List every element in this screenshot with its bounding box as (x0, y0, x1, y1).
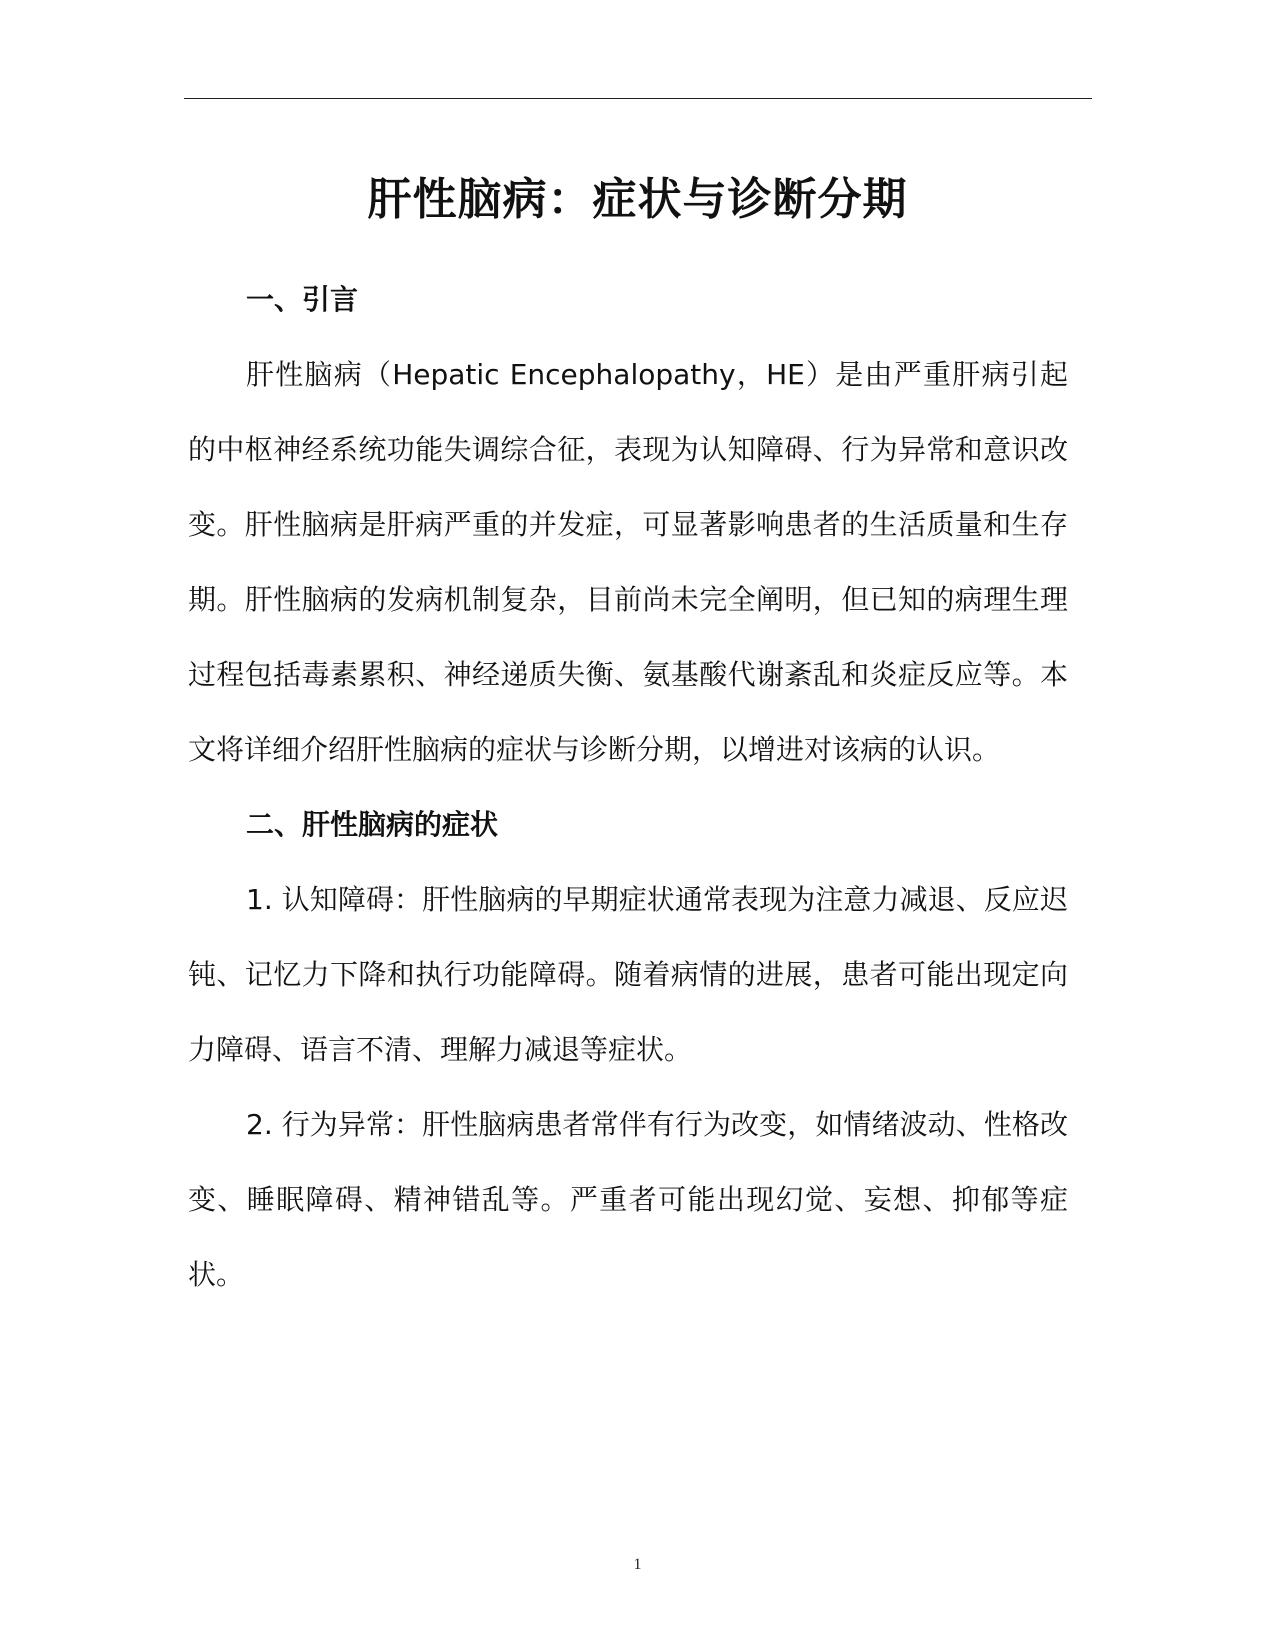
document-body (188, 262, 1068, 1312)
symptom-cognitive-paragraph: 1. 认知障碍：肝性脑病的早期症状通常表现为注意力减退、反应迟钝、记忆力下降和执行功能障碍。随着病情的进展，患者可能出现定向力障碍、语言不清、理解力减退等症状。 (188, 883, 1068, 1066)
document-title: 肝性脑病：症状与诊断分期 (367, 174, 908, 225)
symptom-behavior-paragraph: 2. 行为异常：肝性脑病患者常伴有行为改变，如情绪波动、性格改变、睡眠障碍、精神错乱等。严重者可能出现幻觉、妄想、抑郁等症状。 (188, 1108, 1068, 1291)
page-number: 1 (633, 1556, 642, 1573)
introduction-paragraph: 肝性脑病（Hepatic Encephalopathy，HE）是由严重肝病引起的中枢神经系统功能失调综合征，表现为认知障碍、行为异常和意识改变。肝性脑病是肝病严重的并发症，可显著影响患者的生活质量和生存期。肝性脑病的发病机制复杂，目前尚未完全阐明，但已知的病理生理过程包括毒素累积、神经递质失衡、氨基酸代谢紊乱和炎症反应等。本文将详细介绍肝性脑病的症状与诊断分期，以增进对该病的认识。 (188, 358, 1068, 766)
header-rule (184, 98, 1092, 99)
section-heading-introduction: 一、引言 (246, 283, 359, 316)
section-heading-symptoms: 二、肝性脑病的症状 (246, 808, 499, 841)
